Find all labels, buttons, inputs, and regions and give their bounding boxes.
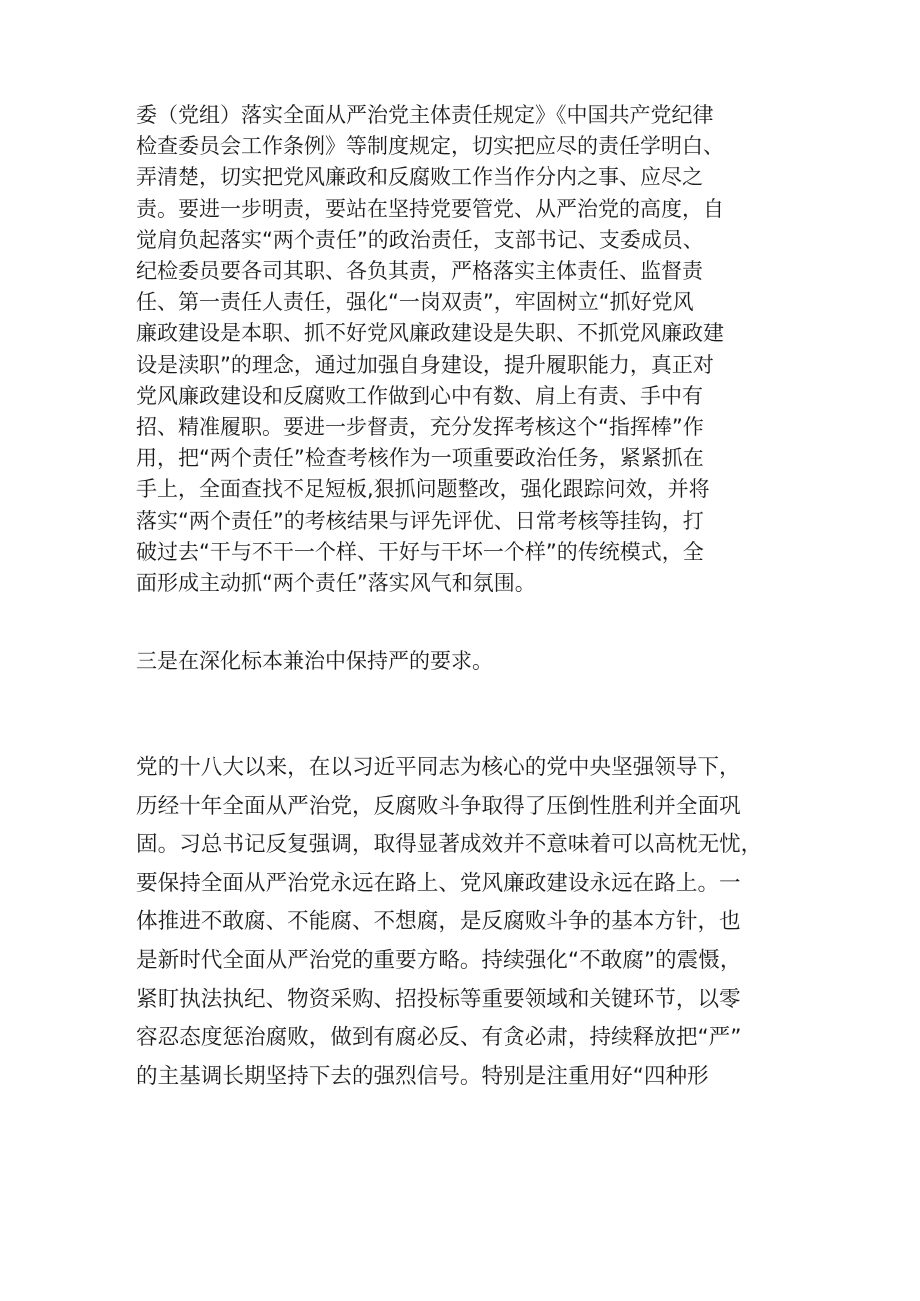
- text-line: 设是渎职”的理念，通过加强自身建设，提升履职能力，真正对: [136, 352, 714, 377]
- text-line: 要保持全面从严治党永远在路上、党风廉政建设永远在路上。一: [136, 870, 741, 896]
- text-line: 纪检委员要各司其职、各负其责，严格落实主体责任、监督责: [136, 259, 703, 284]
- text-line: 任、第一责任人责任，强化“一岗双责”，牢固树立“抓好党风: [136, 290, 694, 315]
- text-line: 党风廉政建设和反腐败工作做到心中有数、肩上有责、手中有: [136, 383, 703, 408]
- paragraph-responsibility: [136, 100, 796, 599]
- text-line: 体推进不敢腐、不能腐、不想腐，是反腐败斗争的基本方针，也: [136, 909, 741, 935]
- text-line: 是新时代全面从严治党的重要方略。持续强化“不敢腐”的震慑，: [136, 947, 742, 973]
- text-line: 用，把“两个责任”检查考核作为一项重要政治任务，紧紧抓在: [136, 446, 704, 471]
- text-line: 固。习总书记反复强调，取得显著成效并不意味着可以高枕无忧，: [136, 832, 763, 858]
- text-line: 招、精准履职。要进一步督责，充分发挥考核这个“指挥棒”作: [136, 415, 704, 440]
- text-line: 党的十八大以来，在以习近平同志为核心的党中央坚强领导下，: [136, 755, 741, 780]
- text-line: 觉肩负起落实“两个责任”的政治责任，支部书记、支委成员、: [136, 227, 704, 252]
- paragraph-anti-corruption: [136, 749, 796, 1096]
- text-line: 的主基调长期坚持下去的强烈信号。特别是注重用好“四种形: [136, 1063, 709, 1089]
- text-line: 破过去“干与不干一个样、干好与干坏一个样”的传统模式，全: [136, 539, 704, 564]
- text-line: 落实“两个责任”的考核结果与评先评优、日常考核等挂钩，打: [136, 508, 704, 533]
- text-line: 紧盯执法执纪、物资采购、招投标等重要领域和关键环节，以零: [136, 986, 741, 1012]
- text-line: 容忍态度惩治腐败，做到有腐必反、有贪必肃，持续释放把“严”: [136, 1025, 742, 1051]
- text-line: 弄清楚，切实把党风廉政和反腐败工作当作分内之事、应尽之: [136, 165, 703, 190]
- text-line: 委（党组）落实全面从严治党主体责任规定》《中国共产党纪律: [136, 103, 714, 127]
- text-line: 检查委员会工作条例》等制度规定，切实把应尽的责任学明白、: [136, 134, 724, 159]
- section-heading-three: [136, 645, 796, 677]
- text-line: 责。要进一步明责，要站在坚持党要管党、从严治党的高度，自: [136, 196, 724, 221]
- text-line: 面形成主动抓“两个责任”落实风气和氛围。: [136, 571, 536, 596]
- text-line: 历经十年全面从严治党，反腐败斗争取得了压倒性胜利并全面巩: [136, 793, 741, 819]
- heading-text: 三是在深化标本兼治中保持严的要求。: [136, 649, 493, 673]
- text-line: 手上，全面查找不足短板,狠抓问题整改，强化跟踪问效，并将: [136, 477, 710, 502]
- text-line: 廉政建设是本职、抓不好党风廉政建设是失职、不抓党风廉政建: [136, 321, 724, 346]
